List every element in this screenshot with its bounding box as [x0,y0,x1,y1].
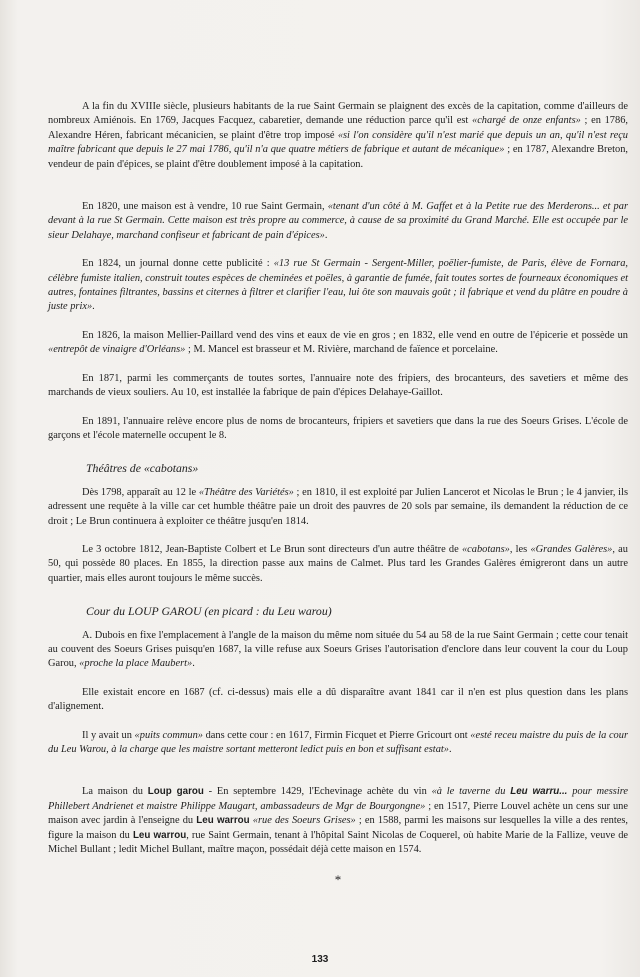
paragraph-puits: Il y avait un «puits commun» dans cette cour : en 1617, Firmin Ficquet et Pierre Gricourt ont «esté receu maistre du puis de la cour du Leu Warou, à la charge que les maistre sortant metteront ledict puis en bon et suffisant estat». [48,729,628,755]
paragraph-1798: Dès 1798, apparaît au 12 le «Théâtre des Variétés» ; en 1810, il est exploité par Julien Lancerot et Nicolas le Brun ; le 4 janvier, ils adressent une requête à la ville car cet humble théâtre paie un droit des pauvres de 20 sols par semaine, ils demandent la réduction de ce droit ; Le Brun continuera à exploiter ce théâtre jusqu'en 1814. [48,486,628,527]
page-number: 133 [311,954,329,965]
paragraph-maison-loup-garou: La maison du Loup garou - En septembre 1429, l'Echevinage achète du vin «à le taverne du Leu warru... pour messire Phillebert Andrienet et maistre Philippe Maugart, ambassadeurs de Mgr de Bourgongne» ; en 1517, Pierre Louvel achète un cens sur une maison avec jardin à l'enseigne du Leu warrou «rue des Soeurs Grises» ; en 1588, parmi les maisons sur lesquelles la ville a des rentes, figure la maison du Leu warrou, rue Saint Germain, tenant à l'hôpital Saint Nicolas de Coquerel, où habite Marie de la Fallize, veuve de Michel Bullant ; ledit Michel Bullant, maître maçon, possédait déjà cette maison en 1574. [48,786,629,856]
section-heading-theatres: Théâtres de «cabotans» [86,461,199,476]
paragraph-dubois: A. Dubois en fixe l'emplacement à l'angle de la maison du même nom située du 54 au 58 de la rue Saint Germain ; cette cour tenait au couvent des Soeurs Grises puisqu'en 1687, la ville refuse aux Soeurs Grises l'autorisation d'enclore dans leur couvent la cour du Loup Garou, «proche la place Maubert». [48,629,628,670]
paragraph-1891: En 1891, l'annuaire relève encore plus de noms de brocanteurs, fripiers et savetiers que dans la rue des Soeurs Grises. L'école de garçons et l'école maternelle occupent le 8. [48,415,628,441]
paragraph-1812: Le 3 octobre 1812, Jean-Baptiste Colbert et Le Brun sont directeurs d'un autre théâtre de «cabotans», les «Grandes Galères», au 50, qui possède 80 places. En 1855, la direction passe aux mains de Calmet. Plus tard les Grandes Galères émigreront dans un autre quartier, mais elles auront toujours le même succès. [48,543,628,584]
paragraph-1820: En 1820, une maison est à vendre, 10 rue Saint Germain, «tenant d'un côté à M. Gaffet et à la Petite rue des Merderons... et par devant à la rue St Germain. Cette maison est très propre au commerce, à cause de sa proximité du Grand Marché. Elle est occupée par le sieur Delahaye, marchand confiseur et fabricant de pain d'épices». [48,201,628,241]
paragraph-1824: En 1824, un journal donne cette publicité : «13 rue St Germain - Sergent-Miller, poëlier-fumiste, de Paris, élève de Fornara, célèbre fumiste italien, construit toutes espèces de cheminées et poëles, à garantie de fumée, fait toutes sortes de fourneaux économiques et autres, fontaines filtrantes, bassins et citernes à filtrer et clarifier l'eau, lui ôte son mauvais goût ; il fabrique et vend du plâtre en poudre à juste prix». [48,258,628,313]
paragraph-capitation: A la fin du XVIIIe siècle, plusieurs habitants de la rue Saint Germain se plaignent des excès de la capitation, comme d'ailleurs de nombreux Amiénois. En 1769, Jacques Facquez, cabaretier, demande une réduction parce qu'il est «chargé de onze enfants» ; en 1786, Alexandre Héren, fabricant mécanicien, se plaint d'être trop imposé «si l'on considère qu'il n'est marié que depuis un an, qu'il n'est reçu maître fabricant que depuis le 27 mai 1786, qu'il n'a que quatre métiers de fabrique et autant de mécanique» ; en 1787, Alexandre Breton, vendeur de pain d'épices, se plaint d'être doublement imposé à la capitation. [48,101,629,170]
section-separator: * [334,872,342,888]
section-heading-loup-garou: Cour du LOUP GAROU (en picard : du Leu warou) [86,604,332,619]
paragraph-1871: En 1871, parmi les commerçants de toutes sortes, l'annuaire note des fripiers, des brocanteurs, des savetiers et même des marchands de vieux souliers. Au 10, est installée la fabrique de pain d'épices Delahaye-Gaillot. [48,372,628,399]
document-body [48,100,628,888]
paragraph-1826: En 1826, la maison Mellier-Paillard vend des vins et eaux de vie en gros ; en 1832, elle vend en outre de l'épicerie et possède un «entrepôt de vinaigre d'Orléans» ; M. Mancel est brasseur et M. Rivière, marchand de faïence et porcelaine. [48,329,628,356]
paragraph-1687: Elle existait encore en 1687 (cf. ci-dessus) mais elle a dû disparaître avant 1841 car il n'en est plus question dans les plans d'alignement. [48,686,628,713]
